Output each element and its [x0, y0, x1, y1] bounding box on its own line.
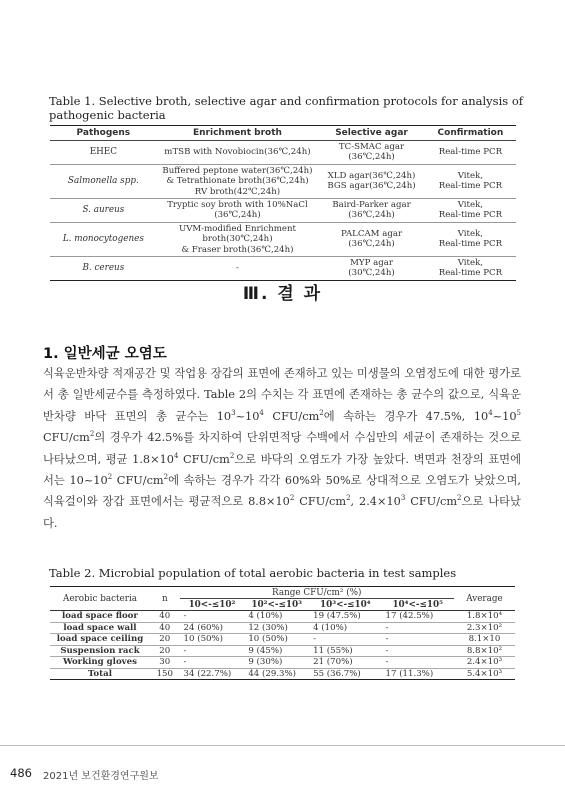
- table1-cell-agar-line: (36℃,24h): [348, 239, 395, 250]
- table2-body: [50, 611, 515, 680]
- table2-cell-range-3: 11 (55%): [309, 645, 381, 657]
- table2-cell-range-1: -: [180, 645, 245, 657]
- table2-cell-n: 20: [150, 645, 180, 657]
- table1-cell-agar-line: MYP agar: [350, 258, 393, 269]
- table1-cell-agar-line: PALCAM agar: [340, 229, 403, 240]
- table1-cell-agar-line: BGS agar(36℃,24h): [327, 181, 416, 192]
- table2-cell-sample: load space ceiling: [50, 634, 150, 646]
- table1-cell-broth-line: & Fraser broth(36℃,24h): [181, 244, 294, 255]
- footer-divider: [0, 745, 565, 746]
- results-paragraph: 식육운반차량 적재공간 및 작업용 장갑의 표면에 존재하고 있는 미생물의 오염정도에 대한 평가로서 총 일반세균수를 측정하였다. Table 2의 수치는 각 표면에 존재하는 총 균수의 값으로, 식육운반차량 바닥 표면의 총 균수는 $10^3\sim 10^4$ CFU/$cm^2$에 속하는 경우가 47.5%, $10^4\sim 10^5$ CFU/$cm^2$의 경우가 42.5%를 차지하여 단위면적당 수백에서 수십만의 세균이 존재하는 것으로 나타났으며, 평균 $1.8\times 10^4$ CFU/$cm^2$으로 바닥의 오염도가 가장 높았다. 벽면과 천장의 표면에서는 $10\sim 10^2$ CFU/$cm^2$에 속하는 경우가 각각 60%와 50%로 상대적으로 오염도가 낮았으며, 식육걸이와 장갑 표면에서는 평균적으로 $8.8\times 10^2$ CFU/$cm^2$, $2.4\times 10^3$ CFU/$cm^2$으로 나타났다.: [43, 367, 521, 530]
- table2-row: [50, 645, 515, 657]
- table2-cell-n: 40: [150, 622, 180, 634]
- table2-cell-range-3: -: [309, 634, 381, 646]
- table1-cell-broth: [157, 257, 319, 281]
- table1-cell-confirmation-line: Real-time PCR: [438, 268, 503, 279]
- table2-cell-range-2: 9 (30%): [244, 657, 309, 669]
- table1-cell-agar-line: (30℃,24h): [348, 268, 395, 279]
- table1-cell-confirmation-line: Real-time PCR: [438, 181, 503, 192]
- table2-cell-sample: Total: [50, 668, 150, 680]
- table2-cell-n: 40: [150, 611, 180, 623]
- body-paragraph: [43, 363, 521, 534]
- table2: [50, 586, 515, 680]
- table2-caption: Table 2. Microbial population of total aerobic bacteria in test samples: [49, 566, 457, 580]
- table2-cell-range-3: 55 (36.7%): [309, 668, 381, 680]
- table1-body: [50, 141, 516, 281]
- table1-cell-broth-line: Buffered peptone water(36℃,24h): [162, 165, 313, 176]
- table2-cell-sample: Suspension rack: [50, 645, 150, 657]
- table1-cell-confirmation-line: Vitek,: [457, 200, 484, 211]
- table1-caption: Table 1. Selective broth, selective agar and confirmation protocols for analysis of pathogenic bacteria: [49, 94, 523, 122]
- table1-cell-agar: [318, 222, 425, 256]
- table1-cell-confirmation-line: Real-time PCR: [438, 147, 503, 158]
- table2-cell-average: 2.4×10³: [454, 657, 515, 669]
- table2-cell-n: 30: [150, 657, 180, 669]
- page-number: 486: [10, 766, 32, 780]
- table2-row: [50, 611, 515, 623]
- table2-cell-range-4: -: [382, 645, 454, 657]
- table1-cell-agar: [318, 199, 425, 223]
- table2-cell-range-1: 24 (60%): [180, 622, 245, 634]
- table2-cell-average: 8.1×10: [454, 634, 515, 646]
- table1-cell-confirmation: [425, 257, 516, 281]
- table1-cell-confirmation-line: Vitek,: [457, 171, 484, 182]
- table2-header-n: n: [150, 587, 180, 611]
- table1-cell-confirmation-line: Real-time PCR: [438, 210, 503, 221]
- table2-cell-range-1: -: [180, 611, 245, 623]
- table2-cell-range-4: 17 (42.5%): [382, 611, 454, 623]
- table2-row: [50, 634, 515, 646]
- table2-cell-range-3: 19 (47.5%): [309, 611, 381, 623]
- table1-cell-confirmation: [425, 164, 516, 198]
- table1-cell-confirmation-line: Real-time PCR: [438, 239, 503, 250]
- table2-cell-n: 20: [150, 634, 180, 646]
- table2-cell-average: 8.8×10²: [454, 645, 515, 657]
- table2-row: [50, 622, 515, 634]
- table1-cell-pathogen: EHEC: [50, 141, 157, 165]
- table2-cell-range-2: 44 (29.3%): [244, 668, 309, 680]
- table1-cell-broth-line: UVM-modified Enrichment broth(30℃,24h): [178, 223, 296, 245]
- table2-range-1: 10<-≤10²: [180, 599, 245, 611]
- section-title: Ⅲ. 결 과: [242, 284, 323, 304]
- table2-header-row-1: [50, 587, 515, 599]
- table1-cell-broth-line: RV broth(42℃,24h): [194, 186, 281, 197]
- table1: [50, 125, 516, 281]
- table1-cell-confirmation: [425, 141, 516, 165]
- table2-header-bacteria: Aerobic bacteria: [50, 587, 150, 611]
- table2-cell-n: 150: [150, 668, 180, 680]
- table2-cell-sample: Working gloves: [50, 657, 150, 669]
- table1-header-confirmation: Confirmation: [425, 126, 516, 141]
- table1-header-agar: Selective agar: [318, 126, 425, 141]
- table1-cell-confirmation: [425, 199, 516, 223]
- table2-cell-range-4: -: [382, 634, 454, 646]
- table1-cell-agar-line: TC-SMAC agar: [338, 142, 405, 152]
- table1-cell-agar-line: XLD agar(36℃,24h): [327, 171, 416, 182]
- table1-row: [50, 199, 516, 223]
- table1-cell-broth: [157, 222, 319, 256]
- table2-header-average: Average: [454, 587, 515, 611]
- table2-cell-range-2: 4 (10%): [244, 611, 309, 623]
- table2-row: [50, 657, 515, 669]
- table1-cell-agar-line: (36℃,24h): [348, 152, 395, 163]
- table2-cell-range-4: 17 (11.3%): [382, 668, 454, 680]
- table2-cell-range-1: -: [180, 657, 245, 669]
- table1-cell-pathogen: Salmonella spp.: [50, 164, 157, 198]
- table2-cell-average: 5.4×10³: [454, 668, 515, 680]
- table1-cell-pathogen: L. monocytogenes: [50, 222, 157, 256]
- table1-cell-pathogen: B. cereus: [50, 257, 157, 281]
- table2-range-2: 10²<-≤10³: [244, 599, 309, 611]
- table1-cell-pathogen: S. aureus: [50, 199, 157, 223]
- table2-cell-average: 1.8×10⁴: [454, 611, 515, 623]
- table1-cell-agar: [318, 141, 425, 165]
- table1-row: [50, 222, 516, 256]
- table1-cell-broth-line: Tryptic soy broth with 10%NaCl: [167, 200, 308, 211]
- footer-publication: 2021년 보건환경연구원보: [43, 771, 159, 782]
- table2-header-range: Range CFU/cm² (%): [180, 587, 454, 599]
- subsection-title: 1. 일반세균 오염도: [43, 346, 167, 362]
- table2-cell-range-4: -: [382, 622, 454, 634]
- table2-cell-sample: load space wall: [50, 622, 150, 634]
- table1-row: [50, 164, 516, 198]
- table1-cell-confirmation-line: Vitek,: [457, 258, 484, 269]
- table1-header-pathogens: Pathogens: [50, 126, 157, 141]
- table2-cell-sample: load space floor: [50, 611, 150, 623]
- table2-range-3: 10³<-≤10⁴: [309, 599, 381, 611]
- table1-cell-agar-line: Baird-Parker agar: [332, 200, 411, 211]
- table2-cell-range-4: -: [382, 657, 454, 669]
- table2-row: [50, 668, 515, 680]
- table2-cell-range-1: 10 (50%): [180, 634, 245, 646]
- table1-header-row: [50, 126, 516, 141]
- table1-cell-agar: [318, 164, 425, 198]
- table1-cell-broth-line: (36℃,24h): [214, 210, 261, 221]
- table2-cell-range-2: 10 (50%): [244, 634, 309, 646]
- table1-row: [50, 257, 516, 281]
- table1-cell-agar: [318, 257, 425, 281]
- table1-header-broth: Enrichment broth: [157, 126, 319, 141]
- table2-range-4: 10⁴<-≤10⁵: [382, 599, 454, 611]
- table2-cell-average: 2.3×10²: [454, 622, 515, 634]
- table1-cell-agar-line: (36℃,24h): [348, 210, 395, 221]
- table1-cell-broth-line: & Tetrathionate broth(36℃,24h): [166, 176, 309, 187]
- table2-cell-range-1: 34 (22.7%): [180, 668, 245, 680]
- table1-row: [50, 141, 516, 165]
- table1-cell-broth: [157, 164, 319, 198]
- table2-cell-range-3: 21 (70%): [309, 657, 381, 669]
- table2-cell-range-3: 4 (10%): [309, 622, 381, 634]
- table2-cell-range-2: 9 (45%): [244, 645, 309, 657]
- table1-cell-broth-line: -: [236, 263, 239, 274]
- table2-cell-range-2: 12 (30%): [244, 622, 309, 634]
- table1-cell-broth: [157, 199, 319, 223]
- table1-cell-broth-line: mTSB with Novobiocin(36℃,24h): [164, 147, 311, 158]
- table1-cell-broth: [157, 141, 319, 165]
- table1-cell-confirmation: [425, 222, 516, 256]
- table1-cell-confirmation-line: Vitek,: [457, 229, 484, 240]
